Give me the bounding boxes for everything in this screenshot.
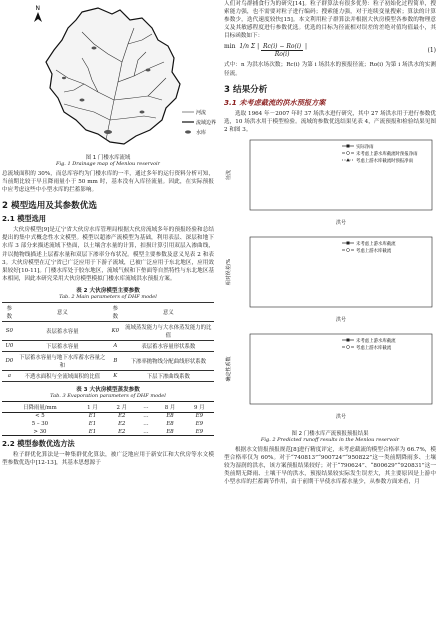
legend-marker-triangle — [346, 158, 350, 161]
paragraph: 人们对鸟群捕食行为的研究[14]。粒子群算法有很多优势：粒子初始化过程简单，搜索能力强，也不需要对粒子进行编码；搜索能力强，对于连续变量搜索；算法的计算参数少，迭代速度较快[15]。本文利用粒子群算法并根据大伙房模型各参数的物理意义及其敏感程度进行参数优选。优选的目标为径流相对误差的差绝对值均值最小，其目标函数如下： — [224, 1, 436, 40]
legend-marker-square — [347, 338, 350, 341]
table-row: a 不透水面积与全流域面积的比值 K 下层下渗曲线系数 — [2, 370, 214, 381]
table-row: S0 表层蓄水容量 K0 流域蒸发能力与大水体蒸发能力的比值 — [2, 321, 214, 340]
legend-label: 考虑上游水库截流时预报净雨 — [356, 158, 414, 164]
table-row: U0 下层蓄水容量 A 表层蓄水容量形状系数 — [2, 340, 214, 351]
boundary-outline — [46, 8, 180, 144]
map-legend — [182, 109, 216, 136]
x-axis-label: 洪号 — [335, 413, 347, 420]
formula-min: min — [224, 43, 236, 51]
y-axis-label: 确定性系数 — [226, 356, 232, 382]
table-2-caption-en: Tab. 2 Main parameters of DHF model — [59, 293, 157, 300]
paragraph: 大伙房模型[9]是辽宁省大伙房水库管理局根据大伙房流域多年的预报经验和总结提出的集中式概念性水文模型。模型以超渗产流模型为基础，利用表层、深层和地下水库 3 部分来描述流域下垫面，以土壤含水量的计算，扣损计算引用双层入渗曲线，并以抛物线描述上层蓄水量和双层下渗率分布状况。模型主要参数及意义见表 2 和表 3。大伙房模型在辽宁省已广泛应用于下游子流域，已被广泛应用于东北地区，应用效果较好[10-11]。门楼水库处于胶东地区，流域气候和下垫面等自然特性与东北地区基本相同，因此本研究采用大伙房模型模拟门楼水库流域洪水预报方案。 — [2, 227, 214, 282]
table-header-row: 日降雨量/mm 1 月 2 月 … 8 月 9 月 — [2, 401, 214, 412]
legend-marker-square — [347, 144, 350, 147]
section-heading: 2 模型选用及其参数优选 — [2, 201, 97, 212]
legend-label: 未考虑上游水库截流 — [356, 241, 396, 247]
table-row: D0 下层蓄水容量与地下水库蓄水容量之和 B 下渗率抛物线分配曲线形状系数 — [2, 351, 214, 370]
formula-explanation: 式中：n 为洪水场次数；Rc(i) 为第 i 场洪水的预报径流；Ro(i) 为第 i 场洪水的实测径流。 — [224, 62, 436, 77]
figure-1-caption: 图 1 门楼水库流域 — [85, 155, 131, 161]
paragraph: 根据水文情报预报规范[8]进行精度评定，未考虑截流的模型合格率为 66.7%，模型合格率仅为 60%。对于“740813”“900724”“950822”这一类前期降雨多、土壤较为湿润的洪水，该方案预报结果较好；对于“790624”、“800629”“920831”这一类前期无降雨、土壤干旱的洪水，预报结果较实际发生误差大，其主要原因是上游中小型水库的拦蓄调节作用，由于前期干旱使水库蓄水量少，从参数方面来看，月 — [224, 446, 436, 486]
chart-frame — [250, 334, 432, 404]
table-row: > 30 E1 E2 … E8 E9 — [2, 428, 214, 436]
table-3-caption-en: Tab. 3 Evaporation parameters of DHF model — [50, 392, 166, 399]
table-3 — [2, 401, 214, 436]
subsection-heading: 2.2 模型参数优选方法 — [2, 439, 75, 449]
paragraph: 总流域面积的 30%，而总库容约为门楼水库的一半，通过多年的运行资料分析可知，当前期比较于早且降雨量小于 50 mm 时，基本没有入库径流量。因此，在实际预报中应考虑这些中小型水库的拦蓄影响。 — [2, 171, 214, 194]
legend-label: 实际净雨 — [356, 144, 374, 150]
y-axis-label: 相对误差/% — [226, 258, 232, 286]
formula-fraction: $\frac{Rc(i) - Ro(i)}{Ro(i)}$ — [263, 43, 302, 59]
table-header-row: 参数 意义 参数 意义 — [2, 302, 214, 321]
legend-label: 未考虑上游水库截流 — [356, 338, 396, 344]
equation-1: min 1/n Σ | $\frac{Rc(i) - Ro(i)}{Ro(i)}$ | (1) — [224, 43, 436, 59]
table-2-caption: 表 2 大伙房模型主要参数 — [76, 287, 140, 294]
legend-marker-circle — [347, 248, 350, 251]
x-axis-label: 洪号 — [335, 316, 347, 323]
subsection-heading: 3.1 未考虑截流的洪水预报方案 — [224, 97, 326, 107]
x-axis-label: 洪号 — [335, 219, 347, 226]
paragraph: 选取 1964 年－2007 年时 37 场洪水进行研究，其中 27 场洪水用于进行参数优选，10 场洪水用于模型检验。流域的参数优选结果见表 4，产流预报和检验结果见图 2 和图 3。 — [224, 110, 436, 133]
legend-marker-circle — [347, 151, 350, 154]
equation-number: (1) — [427, 47, 436, 55]
figure-2-caption: 图 2 门楼水库产流预报预报结果 — [291, 430, 369, 437]
legend-label: 未考虑上游水库截流时预报净雨 — [356, 151, 418, 157]
legend-label: 考虑上游水库截流 — [356, 345, 392, 351]
figure-2-svg — [224, 134, 436, 424]
legend-reservoir-label: 水库 — [196, 130, 207, 136]
legend-label: 考虑上游水库截流 — [356, 248, 392, 254]
y-axis-label: 径流 — [226, 169, 232, 180]
table-3-caption: 表 3 大伙房模型蒸发参数 — [76, 386, 140, 393]
north-arrow-icon — [34, 5, 42, 22]
figure-1-caption-en: Fig. 1 Drainage map of Menlou reservoir — [56, 161, 160, 167]
table-row: < 5 E1 E2 … E8 E9 — [35, 413, 204, 420]
legend-marker-circle — [347, 345, 350, 348]
section-heading: 3 结果分析 — [224, 84, 268, 95]
subsection-heading: 2.1 模型选用 — [2, 214, 46, 224]
chart-frame — [250, 237, 432, 307]
figure-1-map — [2, 0, 217, 152]
figure-2-charts — [224, 134, 436, 428]
paragraph: 粒子群优化算法是一种集群优化算法，被广泛地应用于新安江和大伙房等水文模型参数优选中[12-13]，其基本思想源于 — [2, 452, 214, 467]
legend-boundary-label: 流域边界 — [196, 120, 217, 126]
legend-marker-square — [347, 241, 350, 244]
watershed-map — [2, 0, 217, 152]
legend-river-label: 河流 — [196, 110, 207, 116]
chart-frame — [250, 140, 432, 210]
right-column — [224, 0, 436, 640]
svg-text:N: N — [35, 5, 40, 12]
table-row: 5 – 30 E1 E2 … E8 E9 — [31, 420, 204, 427]
figure-2-caption-en: Fig. 2 Predicted runoff results in the Menlou reservoir — [260, 436, 400, 443]
left-column — [2, 0, 217, 640]
table-2 — [2, 302, 214, 382]
